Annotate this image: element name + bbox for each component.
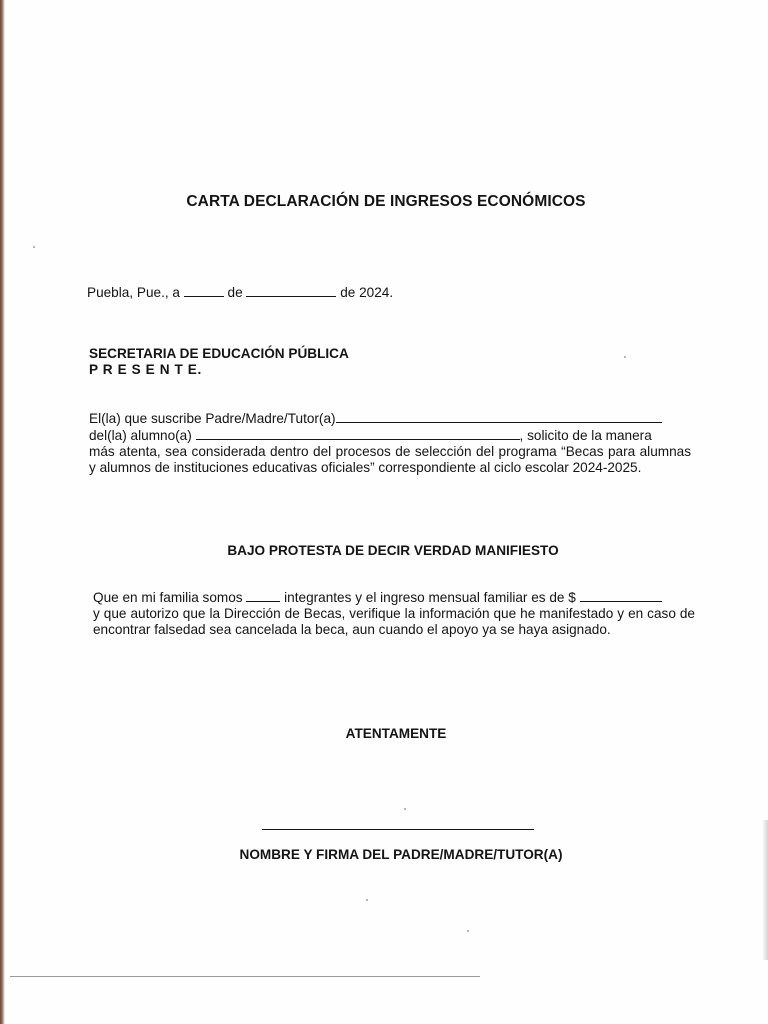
- place-date-line: [87, 284, 393, 301]
- scan-speck: [366, 899, 368, 901]
- declaration-line-1: [93, 589, 703, 606]
- body-paragraph-rest: más atenta, sea considerada dentro del procesos de selección del programa “Becas para alumnas y alumnos de instituciones educativas oficiales” correspondiente al ciclo escolar 2024-2025.: [89, 444, 691, 475]
- student-name-blank: [196, 427, 520, 440]
- document-title: CARTA DECLARACIÓN DE INGRESOS ECONÓMICOS: [186, 193, 586, 210]
- scan-edge-left: [0, 0, 5, 1024]
- scan-bottom-line: [10, 976, 480, 977]
- signature-label: NOMBRE Y FIRMA DEL PADRE/MADRE/TUTOR(A): [239, 847, 563, 862]
- recipient-line-1: SECRETARIA DE EDUCACIÓN PÚBLICA: [89, 346, 349, 361]
- body-line-2: [89, 427, 689, 444]
- scan-speck: [404, 808, 406, 810]
- body-line-2-suffix: , solicito de la manera: [519, 428, 652, 443]
- place-date-prefix: Puebla, Pue., a: [87, 285, 180, 300]
- declaration-heading: BAJO PROTESTA DE DECIR VERDAD MANIFIESTO: [227, 543, 559, 558]
- scan-edge-right: [762, 820, 768, 960]
- declaration-line-1-middle: integrantes y el ingreso mensual familiar es de $: [284, 590, 576, 605]
- body-line-2-prefix: del(la) alumno(a): [89, 428, 192, 443]
- scan-speck: [33, 246, 35, 248]
- scan-speck: [467, 930, 469, 932]
- month-blank: [246, 284, 336, 297]
- income-blank: [580, 589, 662, 602]
- body-line-1: [89, 410, 689, 427]
- signature-line: [262, 829, 534, 830]
- body-line-1-prefix: El(la) que suscribe Padre/Madre/Tutor(a): [89, 411, 336, 426]
- place-date-middle: de: [227, 285, 243, 300]
- parent-name-blank: [336, 410, 662, 423]
- place-date-suffix: de 2024.: [340, 285, 394, 300]
- recipient-line-2: P R E S E N T E.: [89, 362, 202, 377]
- declaration-paragraph-rest: y que autorizo que la Dirección de Becas, verifique la información que he manifestado y en caso de encontrar falsedad sea cancelada la beca, aun cuando el apoyo ya se haya asignado.: [93, 606, 695, 637]
- scan-speck: [624, 356, 626, 358]
- closing-text: ATENTAMENTE: [345, 726, 447, 741]
- family-members-blank: [246, 589, 280, 602]
- declaration-line-1-prefix: Que en mi familia somos: [93, 590, 243, 605]
- day-blank: [184, 284, 224, 297]
